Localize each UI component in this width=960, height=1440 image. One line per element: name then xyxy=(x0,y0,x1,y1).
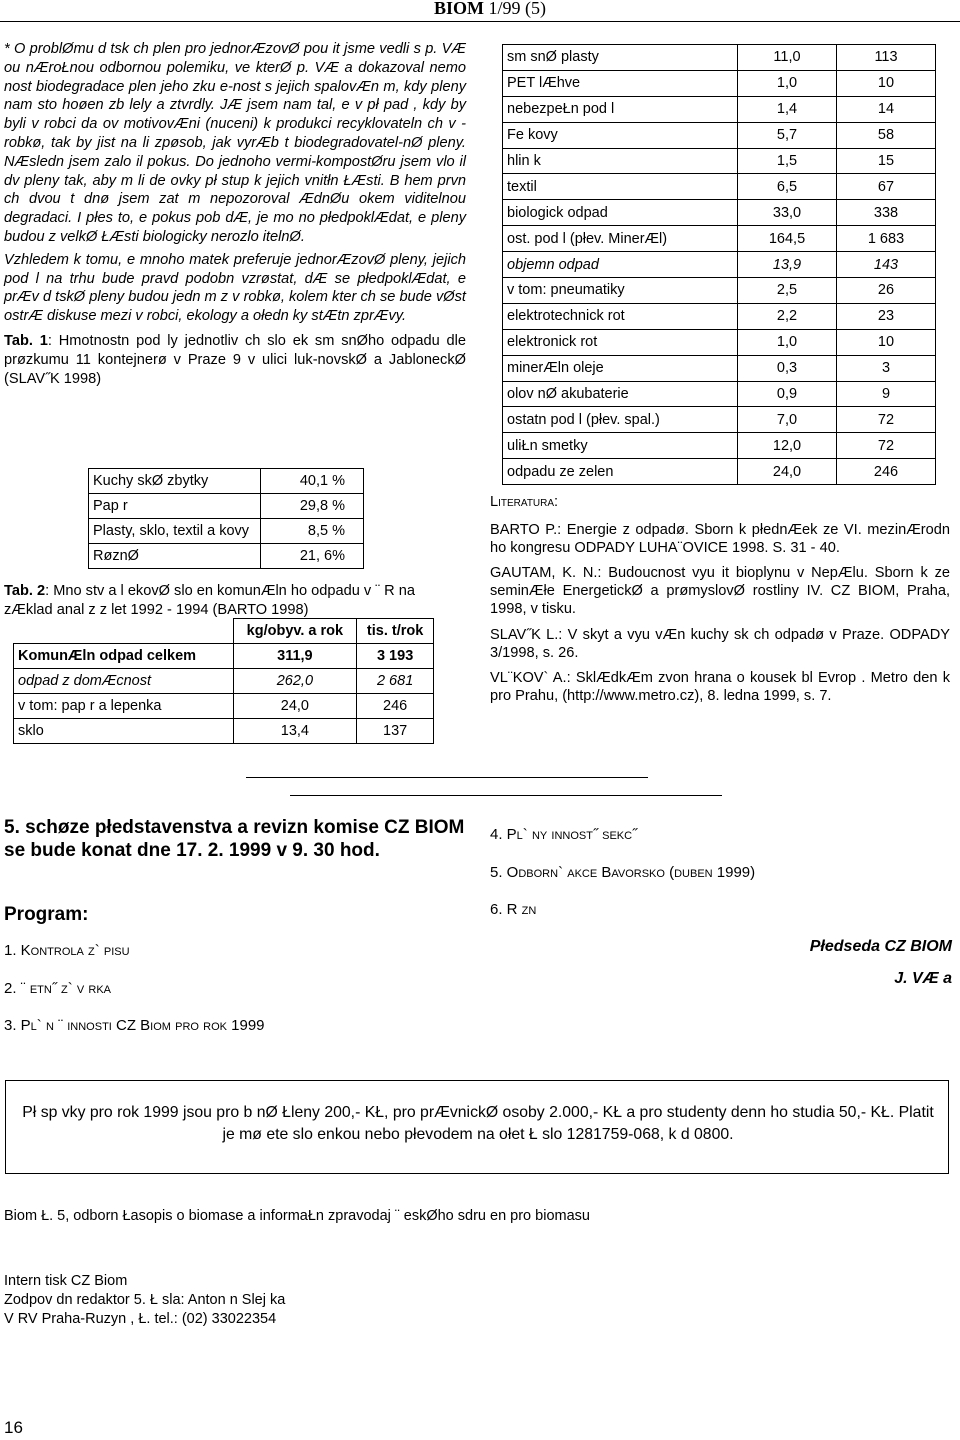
reference-item: BARTO P.: Energie z odpadø. Sborn k płednÆek ze VI. mezinÆrodn ho kongresu ODPADY LUHA¨OVICE 1998. S. 31 - 40. xyxy=(490,521,950,556)
table-row: RøznØ 21, 6% xyxy=(89,544,364,569)
running-header xyxy=(434,0,546,19)
table-row: ost. pod l (płev. MinerÆl) 164,5 1 683 xyxy=(503,226,936,252)
footnote-paragraph: * O problØmu d tsk ch plen pro jednorÆzovØ pou it jsme vedli s p. VÆ ou nÆroŁnou odbornou polemiku, ve kterØ p. VÆ a dokazoval nemo nost biodegradace plen jeho zku e-nost s jejich spalovÆn m, kdy pleny nam sto hoøen zb lely a ztvrdly. JÆ jsem nam tal, e v pł pad , kdy by byli v robci da ov motivovÆni (nuceni) k produkci recyklovateln ch v -robkø, tak by jist na li zpøsob, jak vyrÆb t biodegradovatel-nØ pleny. NÆsledn jsem zalo il pokus. Do jednoho vermi-kompostØru jsem vlo il dv pleny tak, aby m li de ovky pł stup k jejich vnitłn ŁÆsti. B hem prvn ch dvou t dnø jsem zat m nepozoroval ÆdnØu okem viditelnou degradaci. I płes to, e pokus pob dÆ, je mo no płedpoklÆdat, e pleny budou z velkØ ŁÆsti biologicky nerozlo itelnØ. xyxy=(4,41,466,245)
table-row: sm snØ plasty 11,0 113 xyxy=(503,45,936,71)
table2-municipal-waste xyxy=(13,618,434,744)
table-row: nebezpeŁn pod l 1,4 14 xyxy=(503,96,936,122)
agenda-item: 4. Pl` ny innost˝ sekc˝ xyxy=(490,826,638,843)
table-row: sklo 13,4 137 xyxy=(14,719,434,744)
journal-title: BIOM xyxy=(433,0,484,18)
table1-composition xyxy=(88,468,364,569)
table1-caption: Tab. 1: Hmotnostn pod ly jednotliv ch slo ek sm snØho odpadu dle prøzkumu 11 kontejnerø v Praze 9 v ulici luk-novskØ a JabloneckØ (SLAV˝K 1998) xyxy=(4,332,466,387)
page-number: 16 xyxy=(4,1418,23,1437)
table-row: odpad z domÆcnost 262,0 2 681 xyxy=(14,669,434,694)
reference-item: GAUTAM, K. N.: Budoucnost vyu it bioplynu v NepÆlu. Sborn k ze seminÆłe EnergetickØ a prømyslovØ rostliny IV. CZ BIOM, Praha, 1998, v tisku. xyxy=(490,565,950,617)
issue-number: 1/99 (5) xyxy=(488,0,546,18)
table-row: Fe kovy 5,7 58 xyxy=(503,122,936,148)
literature-section xyxy=(490,494,950,714)
table-row: textil 6,5 67 xyxy=(503,174,936,200)
footer-editor: Zodpov dn redaktor 5. Ł sla: Anton n Slej ka xyxy=(4,1292,286,1308)
reference-item: VL¨KOV` A.: SklÆdkÆm zvon hrana o kousek bl Evrop . Metro den k pro Prahu, (http://www.metro.cz), 8. ledna 1999, s. 7. xyxy=(490,670,950,705)
table-header-row: kg/obyv. a rok tis. t/rok xyxy=(14,619,434,644)
table-row: objemn odpad 13,9 143 xyxy=(503,252,936,278)
table-row: elektrotechnick rot 2,2 23 xyxy=(503,303,936,329)
table-row: uliŁn smetky 12,0 72 xyxy=(503,433,936,459)
meeting-announcement: 5. schøze płedstavenstva a revizn komise CZ BIOM se bude konat dne 17. 2. 1999 v 9. 30 hod. xyxy=(4,817,465,861)
literature-heading: Literatura: xyxy=(490,494,559,510)
table-row: PET lÆhve 1,0 10 xyxy=(503,70,936,96)
signature-name: J. VÆ a xyxy=(894,970,952,987)
agenda-item: 1. Kontrola z` pisu xyxy=(4,942,130,959)
agenda-item: 2. ¨ etn˝ z` v rka xyxy=(4,980,112,997)
left-column xyxy=(4,40,466,396)
table2-continuation xyxy=(502,44,936,485)
divider xyxy=(290,795,722,796)
agenda-item: 6. R zn xyxy=(490,901,537,918)
membership-fee-text: Pł sp vky pro rok 1999 jsou pro b nØ Łleny 200,- KŁ, pro prÆvnickØ osoby 2.000,- KŁ a pro studenty denn ho studia 50,- KŁ. Platit je mø ete slo enkou nebo płevodem na ołet Ł slo 1281759-068, k d 0800. xyxy=(22,1104,934,1143)
signature-role: Płedseda CZ BIOM xyxy=(809,938,952,955)
footer-contact: V RV Praha-Ruzyn , Ł. tel.: (02) 33022354 xyxy=(4,1311,277,1327)
table-row: KomunÆln odpad celkem 311,9 3 193 xyxy=(14,644,434,669)
table-row: elektronick rot 1,0 10 xyxy=(503,329,936,355)
table-row: v tom: pap r a lepenka 24,0 246 xyxy=(14,694,434,719)
table-row: Kuchy skØ zbytky 40,1 % xyxy=(89,469,364,494)
table-row: olov nØ akubaterie 0,9 9 xyxy=(503,381,936,407)
table2-caption: Tab. 2: Mno stv a l ekovØ slo en komunÆln ho odpadu v ¨ R na zÆklad anal z z let 1992 - 1994 (BARTO 1998) xyxy=(4,583,415,618)
table-row: odpadu ze zelen 24,0 246 xyxy=(503,459,936,485)
table-row: Plasty, sklo, textil a kovy 8,5 % xyxy=(89,519,364,544)
table-row: minerÆln oleje 0,3 3 xyxy=(503,355,936,381)
table-row: biologick odpad 33,0 338 xyxy=(503,200,936,226)
footer-print-info: Intern tisk CZ Biom xyxy=(4,1273,128,1289)
table-row: v tom: pneumatiky 2,5 26 xyxy=(503,278,936,304)
program-label: Program: xyxy=(4,904,89,925)
agenda-item: 3. Pl` n ¨ innosti CZ Biom pro rok 1999 xyxy=(4,1017,265,1034)
footer-masthead: Biom Ł. 5, odborn Łasopis o biomase a informaŁn zpravodaj ¨ eskØho sdru en pro biomasu xyxy=(4,1208,590,1224)
agenda-item: 5. Odborn` akce Bavorsko (duben 1999) xyxy=(490,864,756,881)
header-rule xyxy=(0,21,960,22)
divider xyxy=(246,777,648,778)
reference-item: SLAV˝K L.: V skyt a vyu vÆn kuchy sk ch odpadø v Praze. ODPADY 3/1998, s. 26. xyxy=(490,626,950,661)
table-row: ostatn pod l (płev. spal.) 7,0 72 xyxy=(503,407,936,433)
table-row: Pap r 29,8 % xyxy=(89,494,364,519)
table-row: hlin k 1,5 15 xyxy=(503,148,936,174)
conclusion-paragraph: Vzhledem k tomu, e mnoho matek preferuje jednorÆzovØ pleny, jejich pod l na trhu bude pravd podobn vzrøstat, dÆ se płedpoklÆdat, e prÆv d tskØ pleny budou jedn m z v robkø, kolem kter ch se bude vØst ostrÆ diskuse mezi v robci, ekology a ołedn ky stÆtn zprÆvy. xyxy=(4,251,466,325)
